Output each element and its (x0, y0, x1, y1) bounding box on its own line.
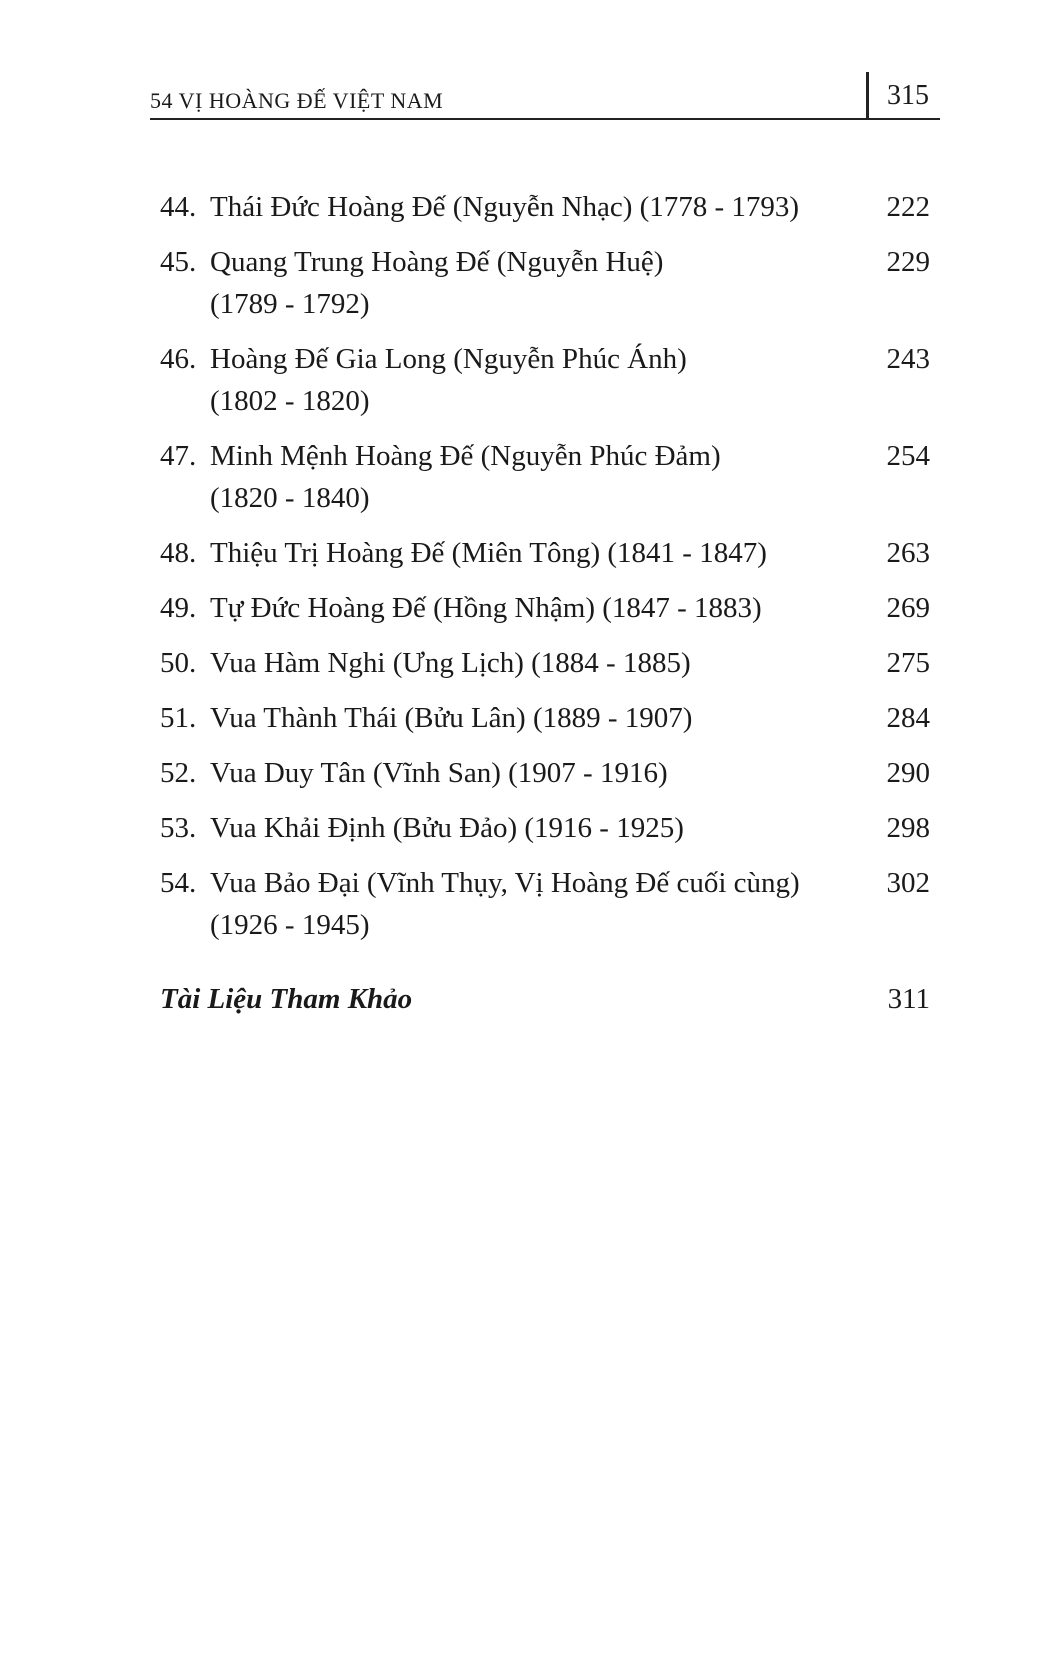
toc-entry-number: 45. (160, 246, 197, 278)
toc-entry-title-line: Vua Bảo Đại (Vĩnh Thụy, Vị Hoàng Đế cuối cùng) (210, 867, 800, 899)
toc-entry-title-line: Thái Đức Hoàng Đế (Nguyễn Nhạc) (1778 - 1793) (210, 191, 800, 223)
toc-entry-page: 275 (886, 647, 930, 679)
toc-entry-page: 298 (886, 812, 930, 844)
toc-entry-51[interactable] (160, 697, 930, 739)
toc-entry-52[interactable] (160, 752, 930, 794)
toc-entry-46[interactable] (160, 338, 930, 422)
toc-entry-page: 222 (886, 191, 930, 223)
toc-entry-title (210, 752, 810, 794)
toc-entry-number: 48. (160, 537, 197, 569)
toc-entry-54[interactable] (160, 862, 930, 946)
toc-entry-title (210, 862, 810, 946)
toc-entry-47[interactable] (160, 435, 930, 519)
toc-entry-page: 284 (886, 702, 930, 734)
toc-entry-page: 263 (886, 537, 930, 569)
toc-entry-title-line: Quang Trung Hoàng Đế (Nguyễn Huệ) (210, 246, 664, 278)
table-of-contents (160, 186, 930, 1020)
toc-entry-title-line: Vua Duy Tân (Vĩnh San) (1907 - 1916) (210, 757, 668, 789)
running-head-title: 54 VỊ HOÀNG ĐẾ VIỆT NAM (150, 88, 444, 113)
toc-entry-number: 47. (160, 440, 197, 472)
toc-entry-45[interactable] (160, 241, 930, 325)
toc-entry-title (210, 642, 810, 684)
toc-entry-page: 290 (886, 757, 930, 789)
toc-entry-title-line: Vua Hàm Nghi (Ưng Lịch) (1884 - 1885) (210, 647, 691, 679)
toc-entry-title-line: Thiệu Trị Hoàng Đế (Miên Tông) (1841 - 1847) (210, 537, 767, 569)
toc-entry-50[interactable] (160, 642, 930, 684)
toc-entry-title (210, 435, 810, 519)
toc-entry-title-line: Vua Khải Định (Bửu Đảo) (1916 - 1925) (210, 812, 684, 844)
toc-entry-title (210, 186, 810, 228)
toc-entry-number: 52. (160, 757, 197, 789)
toc-entry-references[interactable] (160, 978, 930, 1020)
toc-entry-page: 243 (886, 343, 930, 375)
toc-entry-years-line: (1802 - 1820) (210, 385, 370, 417)
toc-entry-number: 50. (160, 647, 197, 679)
toc-entry-title (210, 241, 810, 325)
page-number: 315 (887, 80, 929, 111)
toc-entry-number: 51. (160, 702, 197, 734)
toc-entry-page: 302 (886, 867, 930, 899)
header-rule (150, 118, 940, 120)
toc-entry-title-line: Minh Mệnh Hoàng Đế (Nguyễn Phúc Đảm) (210, 440, 721, 472)
toc-entry-title-line: Tự Đức Hoàng Đế (Hồng Nhậm) (1847 - 1883) (210, 592, 762, 624)
toc-entry-years-line: (1820 - 1840) (210, 482, 370, 514)
toc-entry-number: 53. (160, 812, 197, 844)
toc-entry-number: 44. (160, 191, 197, 223)
toc-entry-title (210, 532, 810, 574)
toc-entry-years-line: (1926 - 1945) (210, 909, 370, 941)
toc-entry-page: 229 (886, 246, 930, 278)
toc-entry-number: 49. (160, 592, 197, 624)
toc-entry-title-line: Hoàng Đế Gia Long (Nguyễn Phúc Ánh) (210, 343, 687, 375)
page-header (150, 60, 940, 122)
toc-entry-48[interactable] (160, 532, 930, 574)
toc-entry-page: 269 (886, 592, 930, 624)
toc-entry-title (210, 587, 810, 629)
toc-entry-number: 54. (160, 867, 197, 899)
toc-entry-page: 254 (886, 440, 930, 472)
header-divider-bar (866, 72, 869, 120)
toc-entry-title (210, 697, 810, 739)
toc-entry-number: 46. (160, 343, 197, 375)
references-page: 311 (887, 983, 930, 1015)
references-title: Tài Liệu Tham Khảo (160, 983, 413, 1015)
toc-entry-years-line: (1789 - 1792) (210, 288, 370, 320)
toc-entry-title (210, 807, 810, 849)
toc-entry-title (210, 338, 810, 422)
toc-entry-title-line: Vua Thành Thái (Bửu Lân) (1889 - 1907) (210, 702, 693, 734)
toc-entry-49[interactable] (160, 587, 930, 629)
toc-entry-44[interactable] (160, 186, 930, 228)
toc-entry-53[interactable] (160, 807, 930, 849)
